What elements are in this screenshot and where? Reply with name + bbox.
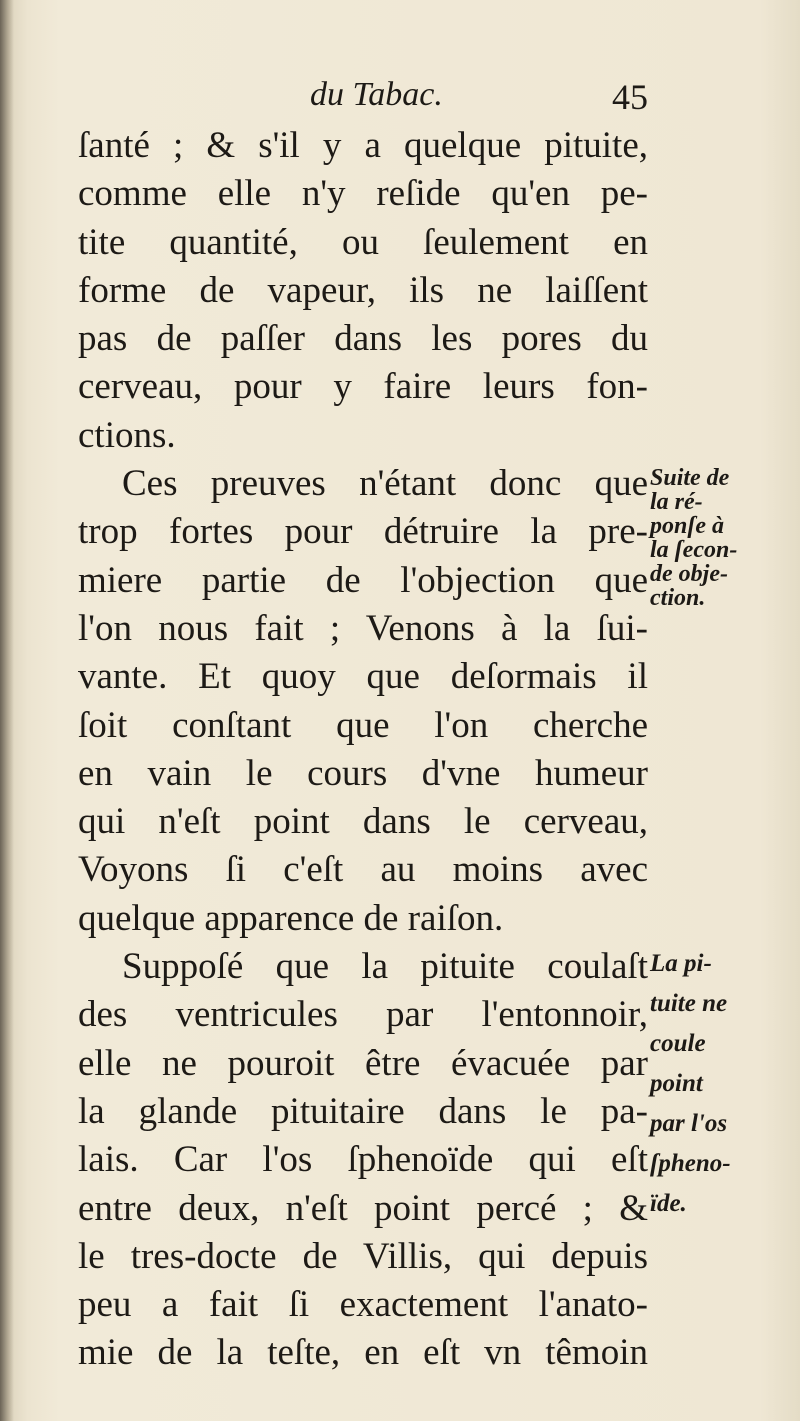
- text-line: des ventricules par l'entonnoir,: [78, 994, 648, 1036]
- text-line: elle ne pouroit être évacuée par: [78, 1042, 648, 1084]
- text-line: ſoit conſtant que l'on cherche: [78, 704, 648, 746]
- margin-note-reply: [650, 466, 800, 610]
- body-text: [78, 122, 648, 1378]
- text-line: miere partie de l'objection que: [78, 559, 648, 601]
- text-line: cerveau, pour y faire leurs fon-: [78, 366, 648, 408]
- text-line: la glande pituitaire dans le pa-: [78, 1090, 648, 1132]
- text-line: ctions.: [78, 414, 176, 456]
- margin-note-line: point: [650, 1070, 703, 1097]
- text-line: peu a fait ſi exactement l'anato-: [78, 1284, 648, 1326]
- text-line: en vain le cours d'vne humeur: [78, 752, 648, 794]
- text-line: l'on nous fait ; Venons à la ſui-: [78, 607, 648, 649]
- page-number: 45: [612, 77, 648, 117]
- margin-note-line: la ré-: [650, 489, 703, 515]
- margin-note-line: ponſe à: [650, 513, 724, 539]
- margin-note-line: la ſecon-: [650, 537, 738, 563]
- margin-note-line: ction.: [650, 585, 706, 611]
- margin-note-line: coule: [650, 1030, 706, 1057]
- text-line: qui n'eſt point dans le cerveau,: [78, 801, 648, 843]
- margin-note-pituite: [650, 944, 800, 1224]
- text-line: forme de vapeur, ils ne laiſſent: [78, 269, 648, 311]
- page-header: [0, 76, 800, 126]
- margin-note-line: ſpheno-: [650, 1150, 731, 1177]
- text-line: Voyons ſi c'eſt au moins avec: [78, 849, 648, 891]
- book-spine-shadow: [0, 0, 14, 1421]
- running-head: du Tabac.: [310, 76, 443, 113]
- text-line: Ces preuves n'étant donc que: [122, 463, 648, 505]
- margin-note-line: ïde.: [650, 1190, 687, 1217]
- text-line: quelque apparence de raiſon.: [78, 897, 504, 939]
- text-line: Suppoſé que la pituite coulaſt: [122, 946, 648, 988]
- text-line: trop fortes pour détruire la pre-: [78, 511, 648, 553]
- text-line: ſanté ; & s'il y a quelque pituite,: [78, 125, 648, 166]
- text-line: le tres-docte de Villis, qui depuis: [78, 1235, 648, 1277]
- text-line: mie de la teſte, en eſt vn têmoin: [78, 1332, 648, 1374]
- text-line: tite quantité, ou ſeulement en: [78, 221, 648, 263]
- margin-note-line: La pi-: [650, 950, 712, 977]
- margin-note-line: tuite ne: [650, 990, 728, 1017]
- margin-note-line: Suite de: [650, 465, 730, 491]
- text-line: entre deux, n'eſt point percé ; &: [78, 1187, 648, 1229]
- margin-note-line: par l'os: [650, 1110, 728, 1137]
- margin-note-line: de obje-: [650, 561, 728, 587]
- text-line: lais. Car l'os ſphenoïde qui eſt: [78, 1139, 648, 1181]
- text-line: pas de paſſer dans les pores du: [78, 318, 648, 360]
- text-line: comme elle n'y reſide qu'en pe-: [78, 173, 648, 215]
- text-line: vante. Et quoy que deſormais il: [78, 656, 648, 698]
